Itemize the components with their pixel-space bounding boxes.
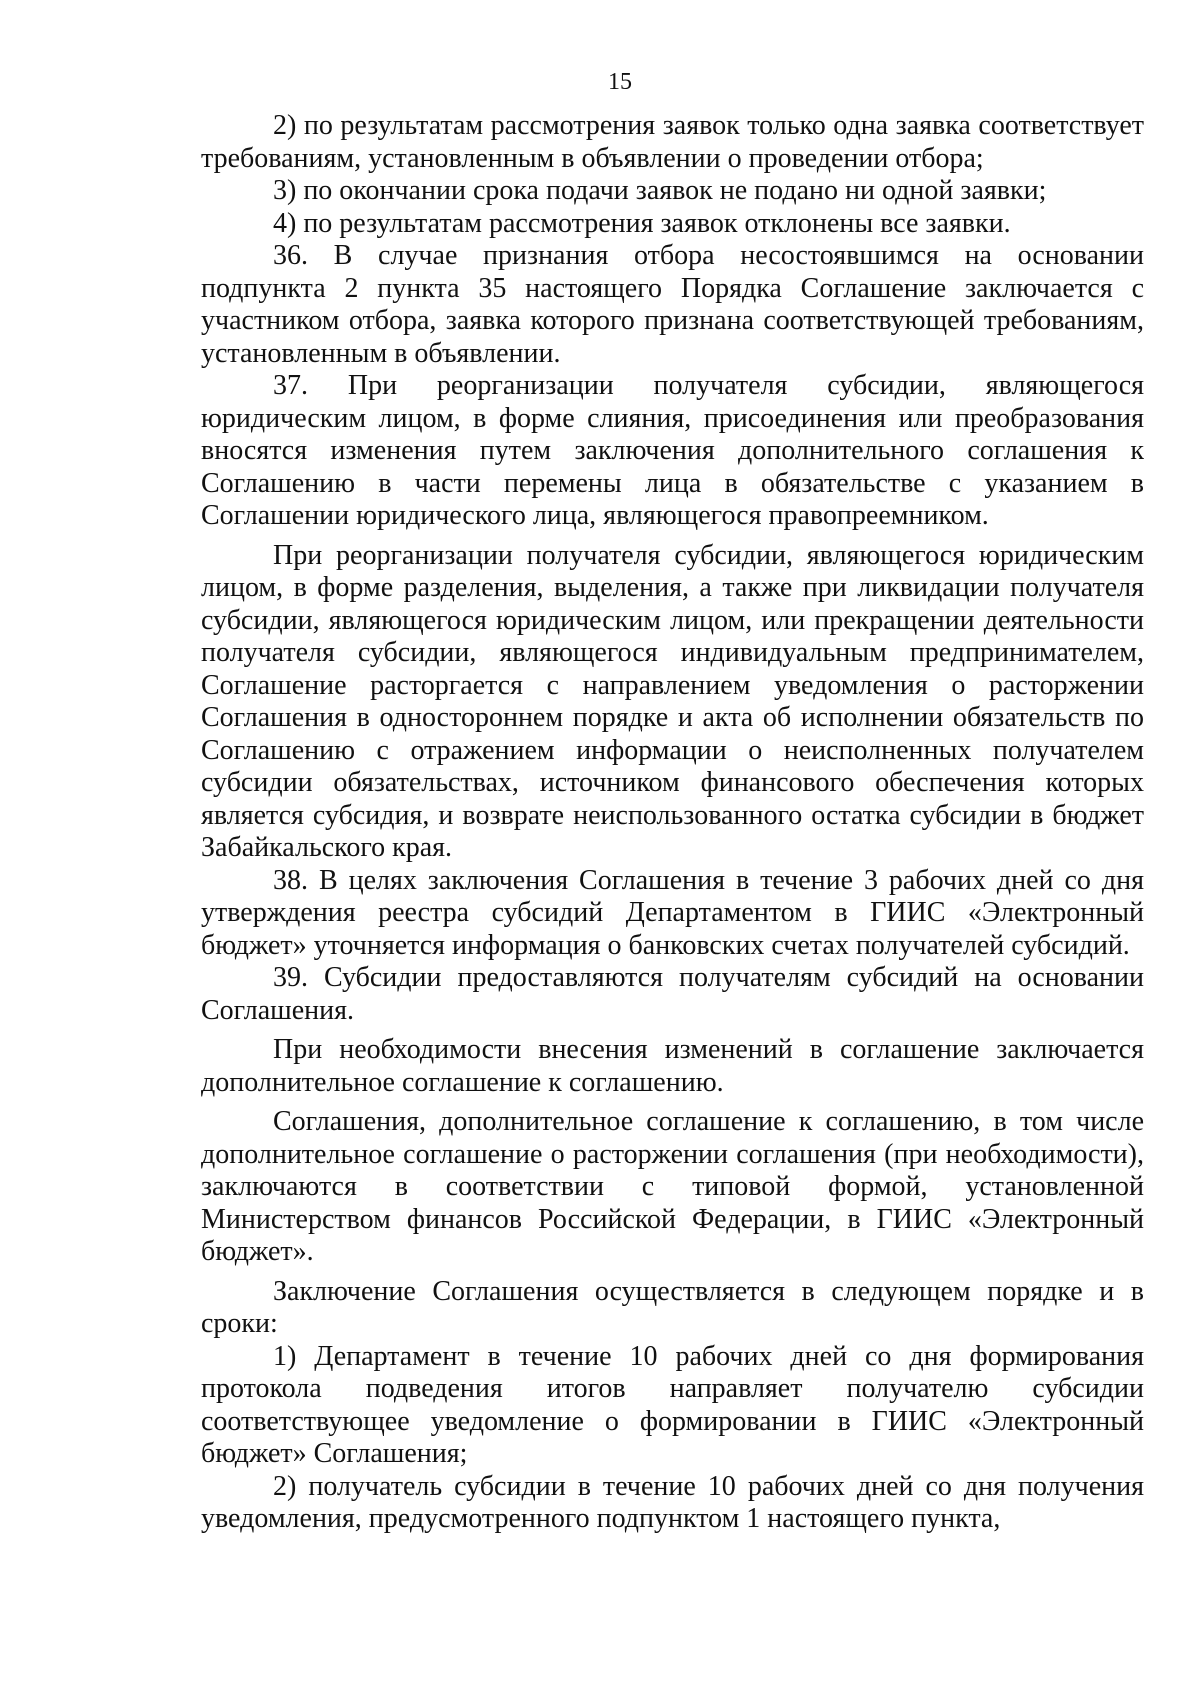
paragraph-39-procedure: Заключение Соглашения осуществляется в следующем порядке и в сроки:: [201, 1275, 1144, 1339]
paragraph-35-item-3: 3) по окончании срока подачи заявок не подано ни одной заявки;: [273, 175, 1047, 206]
paragraph-39-typical-form: Соглашения, дополнительное соглашение к соглашению, в том числе дополнительное соглашение о расторжении соглашения (при необходимости), заключаются в соответствии с типовой формой, установленной Министерством финансов Российской Федерации, в ГИИС «Электронный бюджет».: [201, 1106, 1144, 1267]
paragraph-37-continued: При реорганизации получателя субсидии, являющегося юридическим лицом, в форме разделения, выделения, а также при ликвидации получателя субсидии, являющегося юридическим лицом, или прекращении деятельности получателя субсидии, являющегося индивидуальным предпринимателем, Соглашение расторгается с направлением уведомления о расторжении Соглашения в одностороннем порядке и акта об исполнении обязательств по Соглашению с отражением информации о неисполненных получателем субсидии обязательствах, источником финансового обеспечения которых является субсидия, и возврате неиспользованного остатка субсидии в бюджет Забайкальского края.: [201, 539, 1144, 863]
paragraph-39-amendments: При необходимости внесения изменений в соглашение заключается дополнительное соглашение к соглашению.: [201, 1034, 1144, 1098]
paragraph-35-item-2: 2) по результатам рассмотрения заявок только одна заявка соответствует требованиям, установленным в объявлении о проведении отбора;: [201, 110, 1144, 174]
paragraph-35-item-4: 4) по результатам рассмотрения заявок отклонены все заявки.: [273, 207, 1011, 239]
document-body: [201, 110, 1144, 1536]
procedure-item-2: 2) получатель субсидии в течение 10 рабочих дней со дня получения уведомления, предусмотренного подпунктом 1 настоящего пункта,: [201, 1470, 1144, 1534]
paragraph-37: 37. При реорганизации получателя субсидии, являющегося юридическим лицом, в форме слияния, присоединения или преобразования вносятся изменения путем заключения дополнительного соглашения к Соглашению в части перемены лица в обязательстве с указанием в Соглашении юридического лица, являющегося правопреемником.: [201, 370, 1144, 531]
page-number: 15: [608, 69, 632, 95]
paragraph-38: 38. В целях заключения Соглашения в течение 3 рабочих дней со дня утверждения реестра субсидий Департаментом в ГИИС «Электронный бюджет» уточняется информация о банковских счетах получателей субсидий.: [201, 864, 1144, 961]
paragraph-39: 39. Субсидии предоставляются получателям субсидий на основании Соглашения.: [201, 962, 1144, 1026]
procedure-item-1: 1) Департамент в течение 10 рабочих дней со дня формирования протокола подведения итогов направляет получателю субсидии соответствующее уведомление о формировании в ГИИС «Электронный бюджет» Соглашения;: [201, 1340, 1144, 1469]
paragraph-36: 36. В случае признания отбора несостоявшимся на основании подпункта 2 пункта 35 настоящего Порядка Соглашение заключается с участником отбора, заявка которого признана соответствующей требованиям, установленным в объявлении.: [201, 240, 1144, 369]
